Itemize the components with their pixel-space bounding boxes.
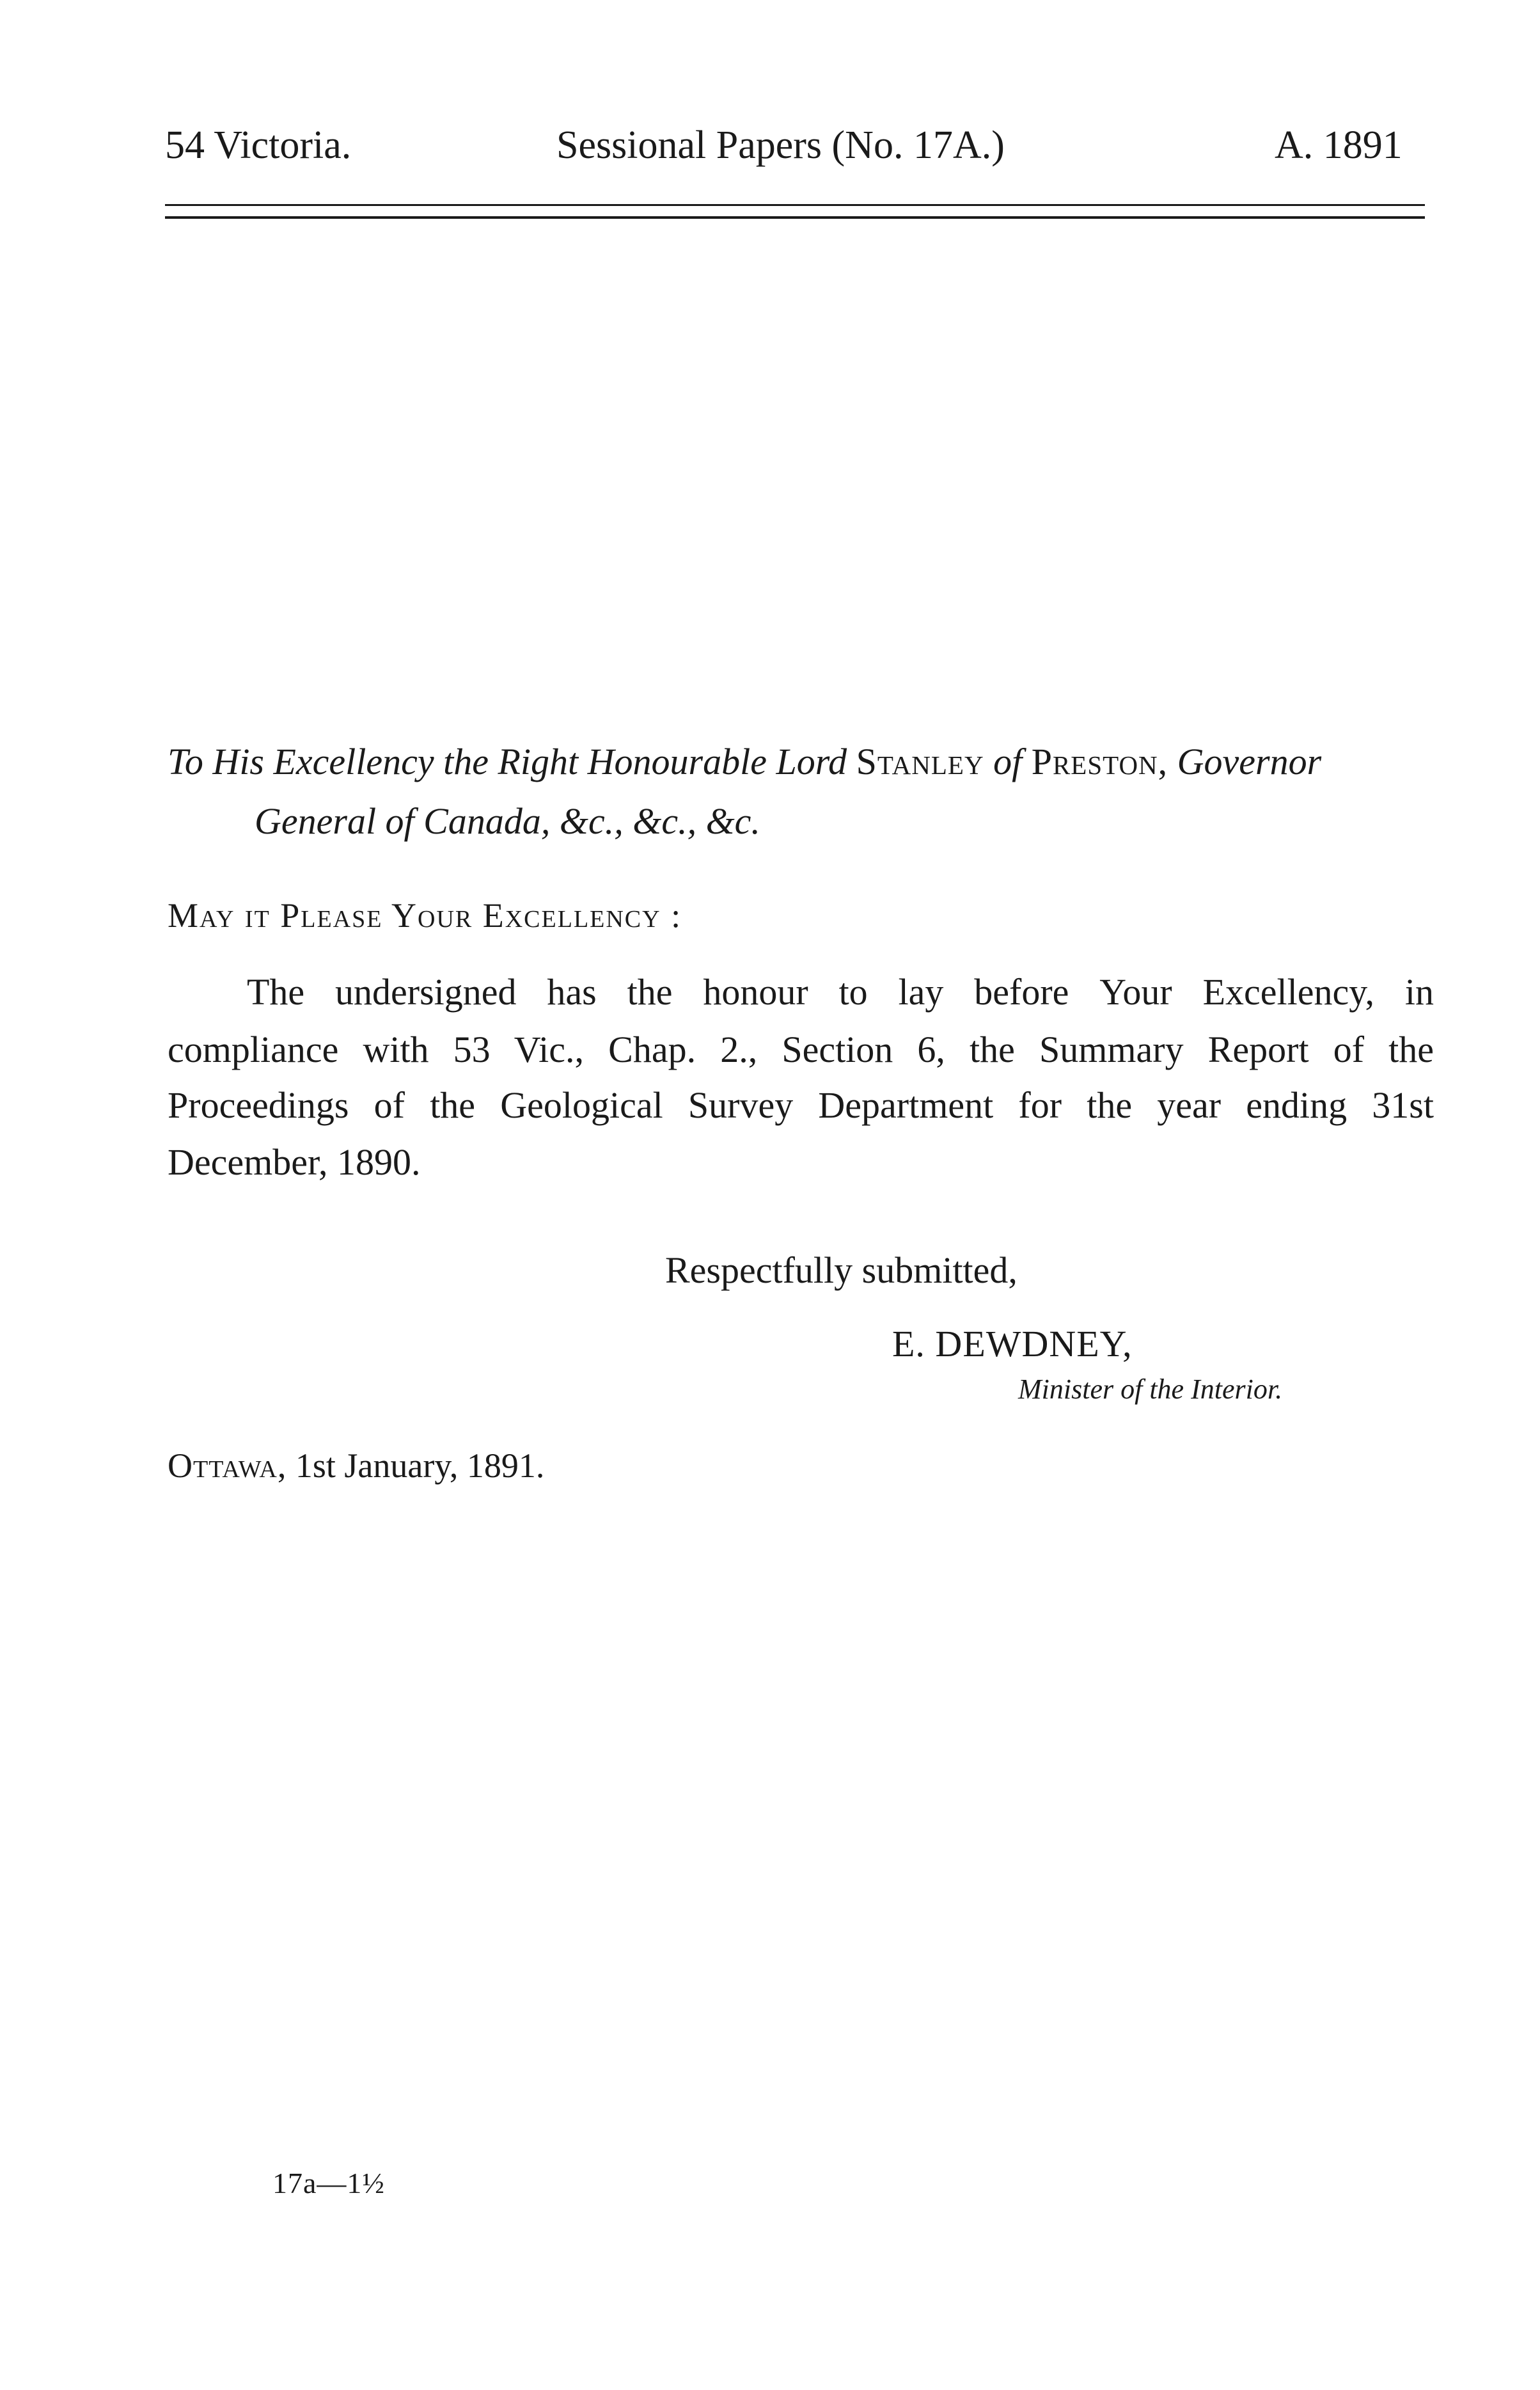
closing-phrase: Respectfully submitted, xyxy=(665,1249,1018,1291)
date: 1st January, 1891. xyxy=(295,1446,545,1485)
body-word: undersigned xyxy=(335,971,517,1013)
running-head-left: 54 Victoria. xyxy=(165,123,352,167)
body-word: Your xyxy=(1099,971,1172,1013)
salutation: May it Please Your Excellency : xyxy=(168,896,682,935)
body-line-3: Proceedings of the Geological Survey Department for the year ending 31st xyxy=(168,1084,1434,1126)
body-line-1 xyxy=(247,971,1434,1013)
body-line-2: compliance with 53 Vic., Chap. 2., Section 6, the Summary Report of the xyxy=(168,1029,1434,1070)
running-head-right: A. 1891 xyxy=(1275,123,1402,167)
address-prefix: To His Excellency the Right Honourable Lord xyxy=(168,741,847,782)
body-word: the xyxy=(627,971,673,1013)
address-line-2: General of Canada, &c., &c., &c. xyxy=(255,800,760,842)
body-word: Excellency, xyxy=(1202,971,1374,1013)
body-word: lay xyxy=(898,971,944,1013)
running-head-title: Sessional Papers (No. 17A.) xyxy=(556,123,1005,167)
address-name: Stanley xyxy=(856,741,984,782)
address-suffix: Governor xyxy=(1177,741,1322,782)
address-place: Preston, xyxy=(1031,741,1168,782)
signature-name: E. DEWDNEY, xyxy=(892,1323,1133,1365)
body-word: has xyxy=(547,971,597,1013)
signature-title: Minister of the Interior. xyxy=(1018,1373,1283,1405)
sheet-signature-mark: 17a—1½ xyxy=(272,2167,385,2199)
body-word: in xyxy=(1404,971,1434,1013)
header-rule-bottom xyxy=(165,216,1425,219)
body-word: to xyxy=(838,971,868,1013)
place-date xyxy=(168,1448,544,1483)
place: Ottawa, xyxy=(168,1446,287,1485)
body-word: The xyxy=(247,971,305,1013)
header-rule-top xyxy=(165,204,1425,206)
address-line-1 xyxy=(168,743,1321,780)
body-line-4: December, 1890. xyxy=(168,1141,421,1183)
body-word: before xyxy=(974,971,1069,1013)
body-word: honour xyxy=(703,971,808,1013)
address-of: of xyxy=(993,741,1023,782)
